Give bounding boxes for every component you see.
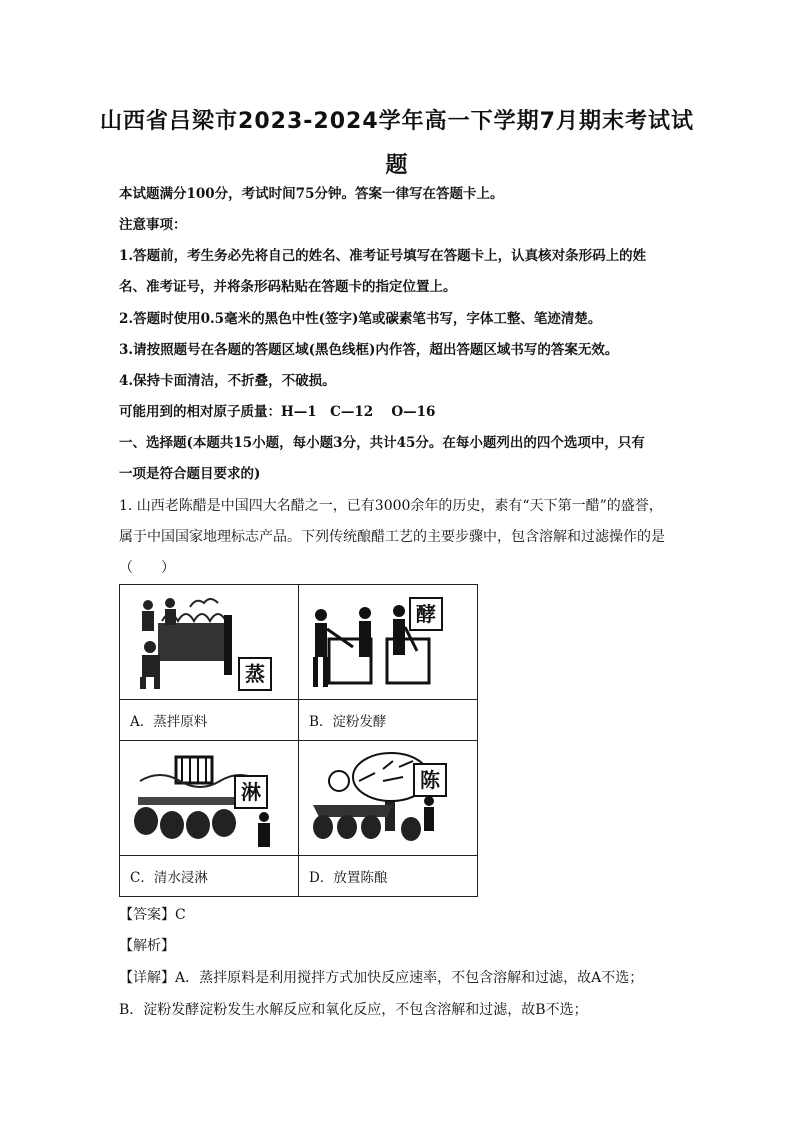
- detail-line: 【详解】A．蒸拌原料是利用搅拌方式加快反应速率，不包含溶解和过滤，故A不选；: [119, 970, 644, 986]
- option-a-image: [120, 585, 299, 700]
- notes-heading: 注意事项：: [119, 217, 187, 233]
- aging-illustration: [299, 741, 467, 855]
- atomic-mass-line: 可能用到的相对原子质量：H—1 C—12 O—16: [119, 404, 436, 420]
- option-b[interactable]: [299, 700, 478, 741]
- question-1-line: 1. 山西老陈醋是中国四大名醋之一，已有3000余年的历史，素有“天下第一醋”的盛誉，: [119, 498, 663, 514]
- option-c-stamp: 淋: [234, 775, 268, 809]
- option-a-label: A．蒸拌原料: [130, 714, 208, 730]
- option-d-stamp: 陈: [413, 763, 447, 797]
- options-table: [119, 584, 478, 897]
- question-1-line: 属于中国国家地理标志产品。下列传统酿醋工艺的主要步骤中，包含溶解和过滤操作的是: [119, 529, 665, 545]
- option-b-stamp: 酵: [409, 597, 443, 631]
- option-a[interactable]: [120, 700, 299, 741]
- question-1-line: （ ）: [119, 560, 175, 576]
- note-line: 2.答题时使用0.5毫米的黑色中性(签字)笔或碳素笔书写，字体工整、笔迹清楚。: [119, 311, 602, 327]
- section-heading: 一、选择题(本题共15小题，每小题3分，共计45分。在每小题列出的四个选项中，只有: [119, 435, 645, 451]
- note-line: 3.请按照题号在各题的答题区域(黑色线框)内作答，超出答题区域书写的答案无效。: [119, 342, 619, 358]
- analysis-heading: 【解析】: [119, 938, 175, 954]
- option-b-image: [299, 585, 478, 700]
- answer-line: 【答案】C: [119, 907, 186, 923]
- option-a-stamp: 蒸: [238, 657, 272, 691]
- option-b-label: B．淀粉发酵: [309, 714, 387, 730]
- intro-text: 本试题满分100分，考试时间75分钟。答案一律写在答题卡上。: [119, 186, 504, 202]
- option-d[interactable]: [299, 856, 478, 897]
- option-c[interactable]: [120, 856, 299, 897]
- option-d-label: D．放置陈酿: [309, 870, 388, 886]
- option-c-image: [120, 741, 299, 856]
- section-heading: 一项是符合题目要求的): [119, 466, 261, 482]
- document-title: [100, 100, 694, 188]
- note-line: 名、准考证号，并将条形码粘贴在答题卡的指定位置上。: [119, 279, 457, 295]
- title-line-2: 题: [385, 153, 409, 178]
- option-d-image: [299, 741, 478, 856]
- title-line-1: 山西省吕梁市2023-2024学年高一下学期7月期末考试试: [100, 109, 694, 134]
- detail-line: B．淀粉发酵淀粉发生水解反应和氧化反应，不包含溶解和过滤，故B不选；: [119, 1002, 588, 1018]
- option-c-label: C．清水浸淋: [130, 870, 208, 886]
- note-line: 4.保持卡面清洁，不折叠，不破损。: [119, 373, 336, 389]
- note-line: 1.答题前，考生务必先将自己的姓名、准考证号填写在答题卡上，认真核对条形码上的姓: [119, 248, 647, 264]
